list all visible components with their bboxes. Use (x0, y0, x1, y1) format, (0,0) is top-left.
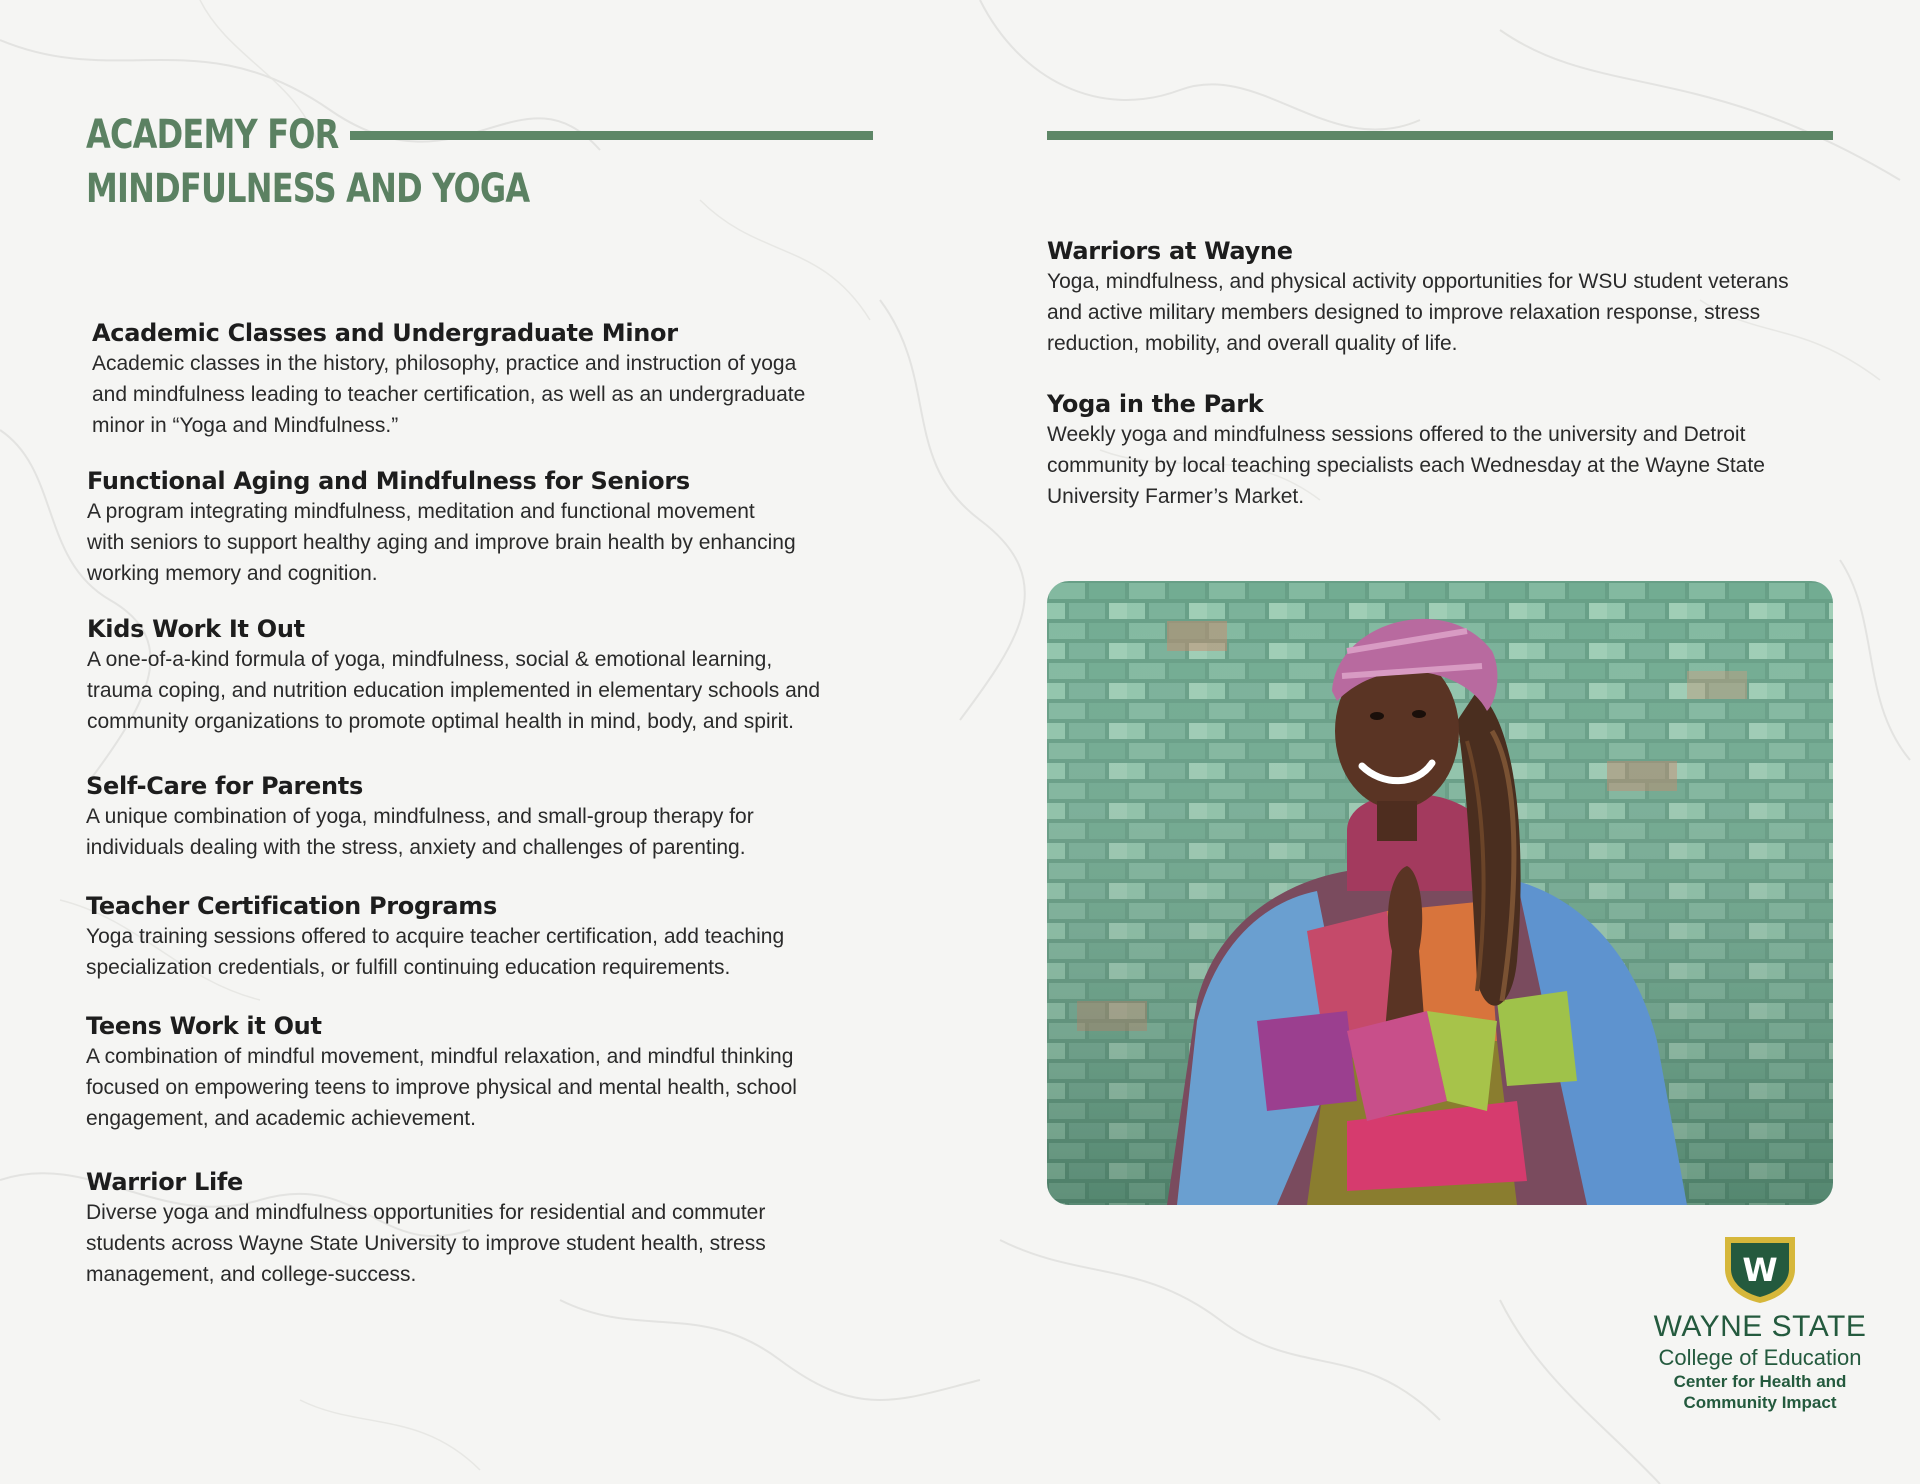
section-heading: Yoga in the Park (1047, 390, 1264, 418)
section-warrior-life (86, 1167, 886, 1290)
section-line: community organizations to promote optimal health in mind, body, and spirit. (87, 710, 794, 733)
section-line: working memory and cognition. (87, 562, 378, 585)
section-heading: Teens Work it Out (86, 1012, 322, 1040)
section-self-care-parents (86, 771, 886, 863)
section-line: Yoga training sessions offered to acquire teacher certification, add teaching (86, 925, 785, 948)
section-line: A one-of-a-kind formula of yoga, mindfulness, social & emotional learning, (87, 648, 773, 671)
section-line: trauma coping, and nutrition education implemented in elementary schools and (87, 679, 821, 702)
logo-college: College of Education (1658, 1345, 1862, 1370)
section-line: individuals dealing with the stress, anxiety and challenges of parenting. (86, 836, 746, 859)
page-title (86, 108, 529, 216)
section-line: reduction, mobility, and overall quality of life. (1047, 332, 1458, 355)
section-heading: Teacher Certification Programs (86, 892, 498, 920)
page-title-line-2: MINDFULNESS AND YOGA (86, 166, 530, 212)
section-line: specialization credentials, or fulfill continuing education requirements. (86, 956, 731, 979)
section-line: minor in “Yoga and Mindfulness.” (92, 414, 399, 437)
section-yoga-in-the-park (1047, 389, 1867, 512)
section-teens-work-it-out (86, 1011, 886, 1134)
section-academic-classes (92, 318, 892, 441)
section-line: Diverse yoga and mindfulness opportunities for residential and commuter (86, 1201, 766, 1224)
section-heading: Warriors at Wayne (1047, 237, 1293, 265)
shield-icon (1723, 1235, 1797, 1305)
section-teacher-certification (86, 891, 886, 983)
section-warriors-at-wayne (1047, 236, 1867, 359)
section-functional-aging (87, 466, 887, 589)
section-line: Weekly yoga and mindfulness sessions offered to the university and Detroit (1047, 423, 1746, 446)
section-line: with seniors to support healthy aging and improve brain health by enhancing (87, 531, 796, 554)
section-line: management, and college-success. (86, 1263, 417, 1286)
section-line: students across Wayne State University to improve student health, stress (86, 1232, 766, 1255)
logo-university: WAYNE STATE (1653, 1310, 1867, 1343)
section-line: Academic classes in the history, philosophy, practice and instruction of yoga (92, 352, 797, 375)
title-rule-left (350, 131, 873, 140)
section-line: A combination of mindful movement, mindful relaxation, and mindful thinking (86, 1045, 794, 1068)
section-line: and mindfulness leading to teacher certification, as well as an undergraduate (92, 383, 806, 406)
section-heading: Academic Classes and Undergraduate Minor (92, 319, 678, 347)
section-line: A unique combination of yoga, mindfulness, and small-group therapy for (86, 805, 754, 828)
shield-letter: W (1742, 1251, 1778, 1289)
section-line: A program integrating mindfulness, meditation and functional movement (87, 500, 755, 523)
wayne-state-logo (1630, 1235, 1890, 1413)
section-line: Yoga, mindfulness, and physical activity opportunities for WSU student veterans (1047, 270, 1789, 293)
page-title-line-1: ACADEMY FOR (86, 112, 339, 158)
section-line: and active military members designed to improve relaxation response, stress (1047, 301, 1761, 324)
section-kids-work-it-out (87, 614, 887, 737)
section-heading: Functional Aging and Mindfulness for Seniors (87, 467, 690, 495)
section-heading: Kids Work It Out (87, 615, 305, 643)
title-rule-right (1047, 131, 1833, 140)
section-line: focused on empowering teens to improve physical and mental health, school (86, 1076, 797, 1099)
section-heading: Self-Care for Parents (86, 772, 363, 800)
section-heading: Warrior Life (86, 1168, 244, 1196)
section-line: community by local teaching specialists each Wednesday at the Wayne State (1047, 454, 1765, 477)
yoga-instructor-photo (1047, 581, 1833, 1205)
section-line: University Farmer’s Market. (1047, 485, 1305, 508)
logo-center-line-2: Community Impact (1683, 1393, 1837, 1412)
section-line: engagement, and academic achievement. (86, 1107, 476, 1130)
logo-center-line-1: Center for Health and (1673, 1372, 1847, 1391)
